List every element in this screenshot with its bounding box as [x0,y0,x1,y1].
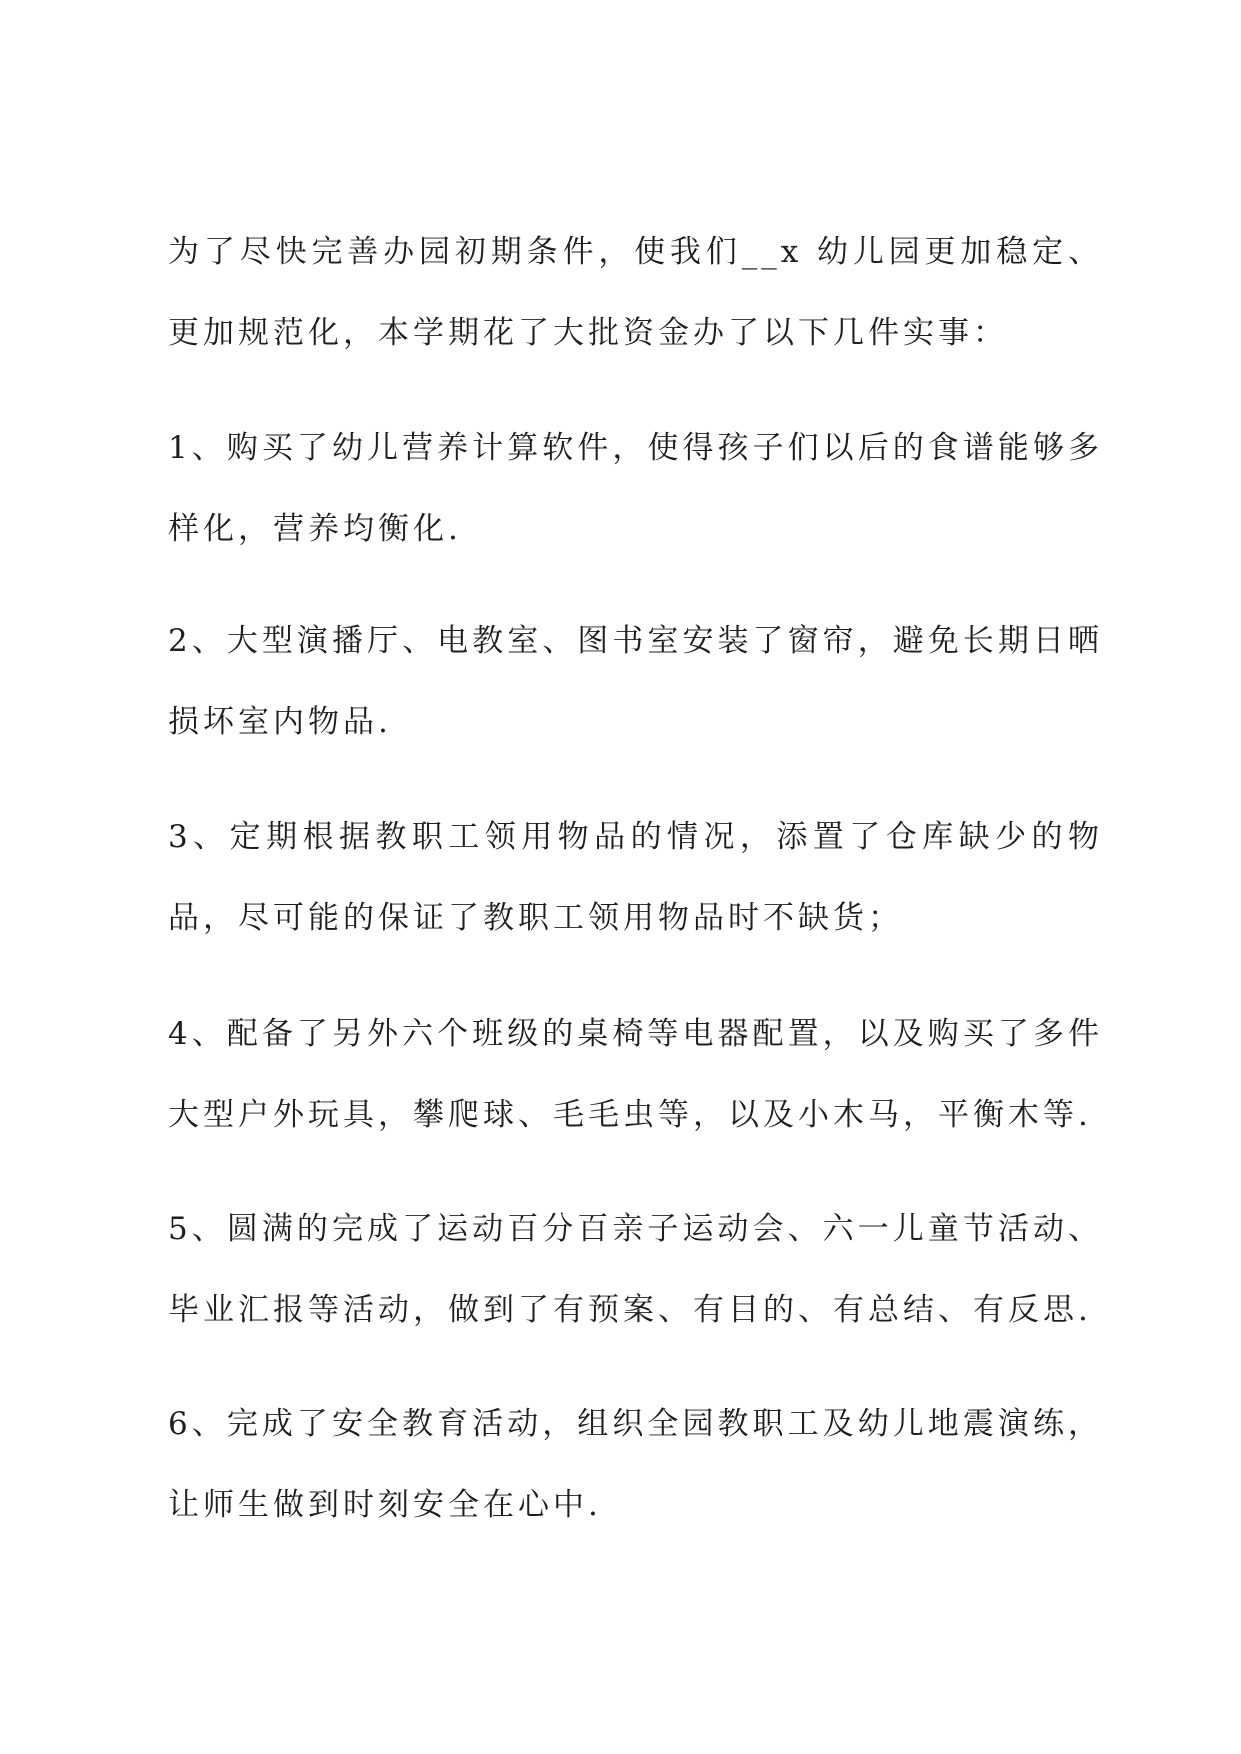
list-item: 2、大型演播厅、电教室、图书室安装了窗帘，避免长期日晒损坏室内物品. [168,623,1103,740]
list-item: 5、圆满的完成了运动百分百亲子运动会、六一儿童节活动、毕业汇报等活动，做到了有预案、有目的、有总结、有反思. [168,1211,1103,1328]
list-item: 1、购买了幼儿营养计算软件，使得孩子们以后的食谱能够多样化，营养均衡化. [168,430,1103,547]
list-item: 4、配备了另外六个班级的桌椅等电器配置，以及购买了多件大型户外玩具，攀爬球、毛毛虫等，以及小木马，平衡木等. [168,1016,1103,1133]
intro-paragraph: 为了尽快完善办园初期条件，使我们__x 幼儿园更加稳定、更加规范化，本学期花了大批资金办了以下几件实事： [168,234,1103,351]
list-item: 6、完成了安全教育活动，组织全园教职工及幼儿地震演练，让师生做到时刻安全在心中. [168,1406,1103,1523]
list-item: 3、定期根据教职工领用物品的情况，添置了仓库缺少的物品，尽可能的保证了教职工领用物品时不缺货； [168,819,1103,936]
